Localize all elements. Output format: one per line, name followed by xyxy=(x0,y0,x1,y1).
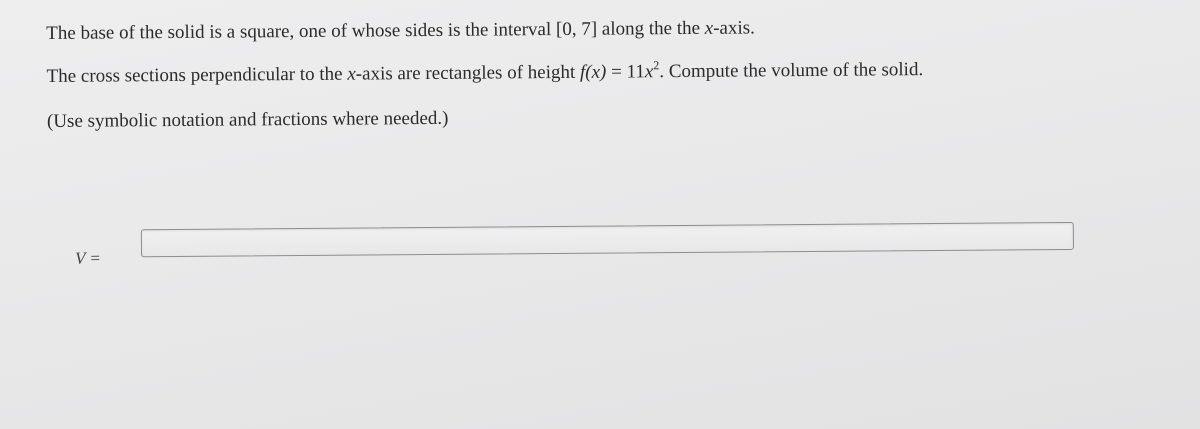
math-exponent: 2 xyxy=(653,58,660,73)
answer-input[interactable] xyxy=(141,222,1074,257)
question-line-2 xyxy=(47,60,924,86)
question-text: . Compute the volume of the solid. xyxy=(659,59,924,83)
math-variable: x xyxy=(704,17,714,39)
math-variable: x xyxy=(347,63,356,85)
math-variable: x xyxy=(644,61,654,83)
question-instructions: (Use symbolic notation and fractions where needed.) xyxy=(46,107,449,132)
problem-panel xyxy=(46,0,1189,429)
math-function: f(x) xyxy=(579,61,607,83)
question-text: -axis. xyxy=(713,17,755,39)
question-text: The base of the solid is a square, one of whose sides is the interval [0, 7] along the the xyxy=(46,17,705,44)
math-equation: = 11 xyxy=(606,61,645,83)
answer-label: V = xyxy=(74,248,101,268)
question-text: -axis are rectangles of height xyxy=(355,61,581,85)
question-line-1 xyxy=(46,18,755,43)
question-text: The cross sections perpendicular to the xyxy=(46,63,348,87)
